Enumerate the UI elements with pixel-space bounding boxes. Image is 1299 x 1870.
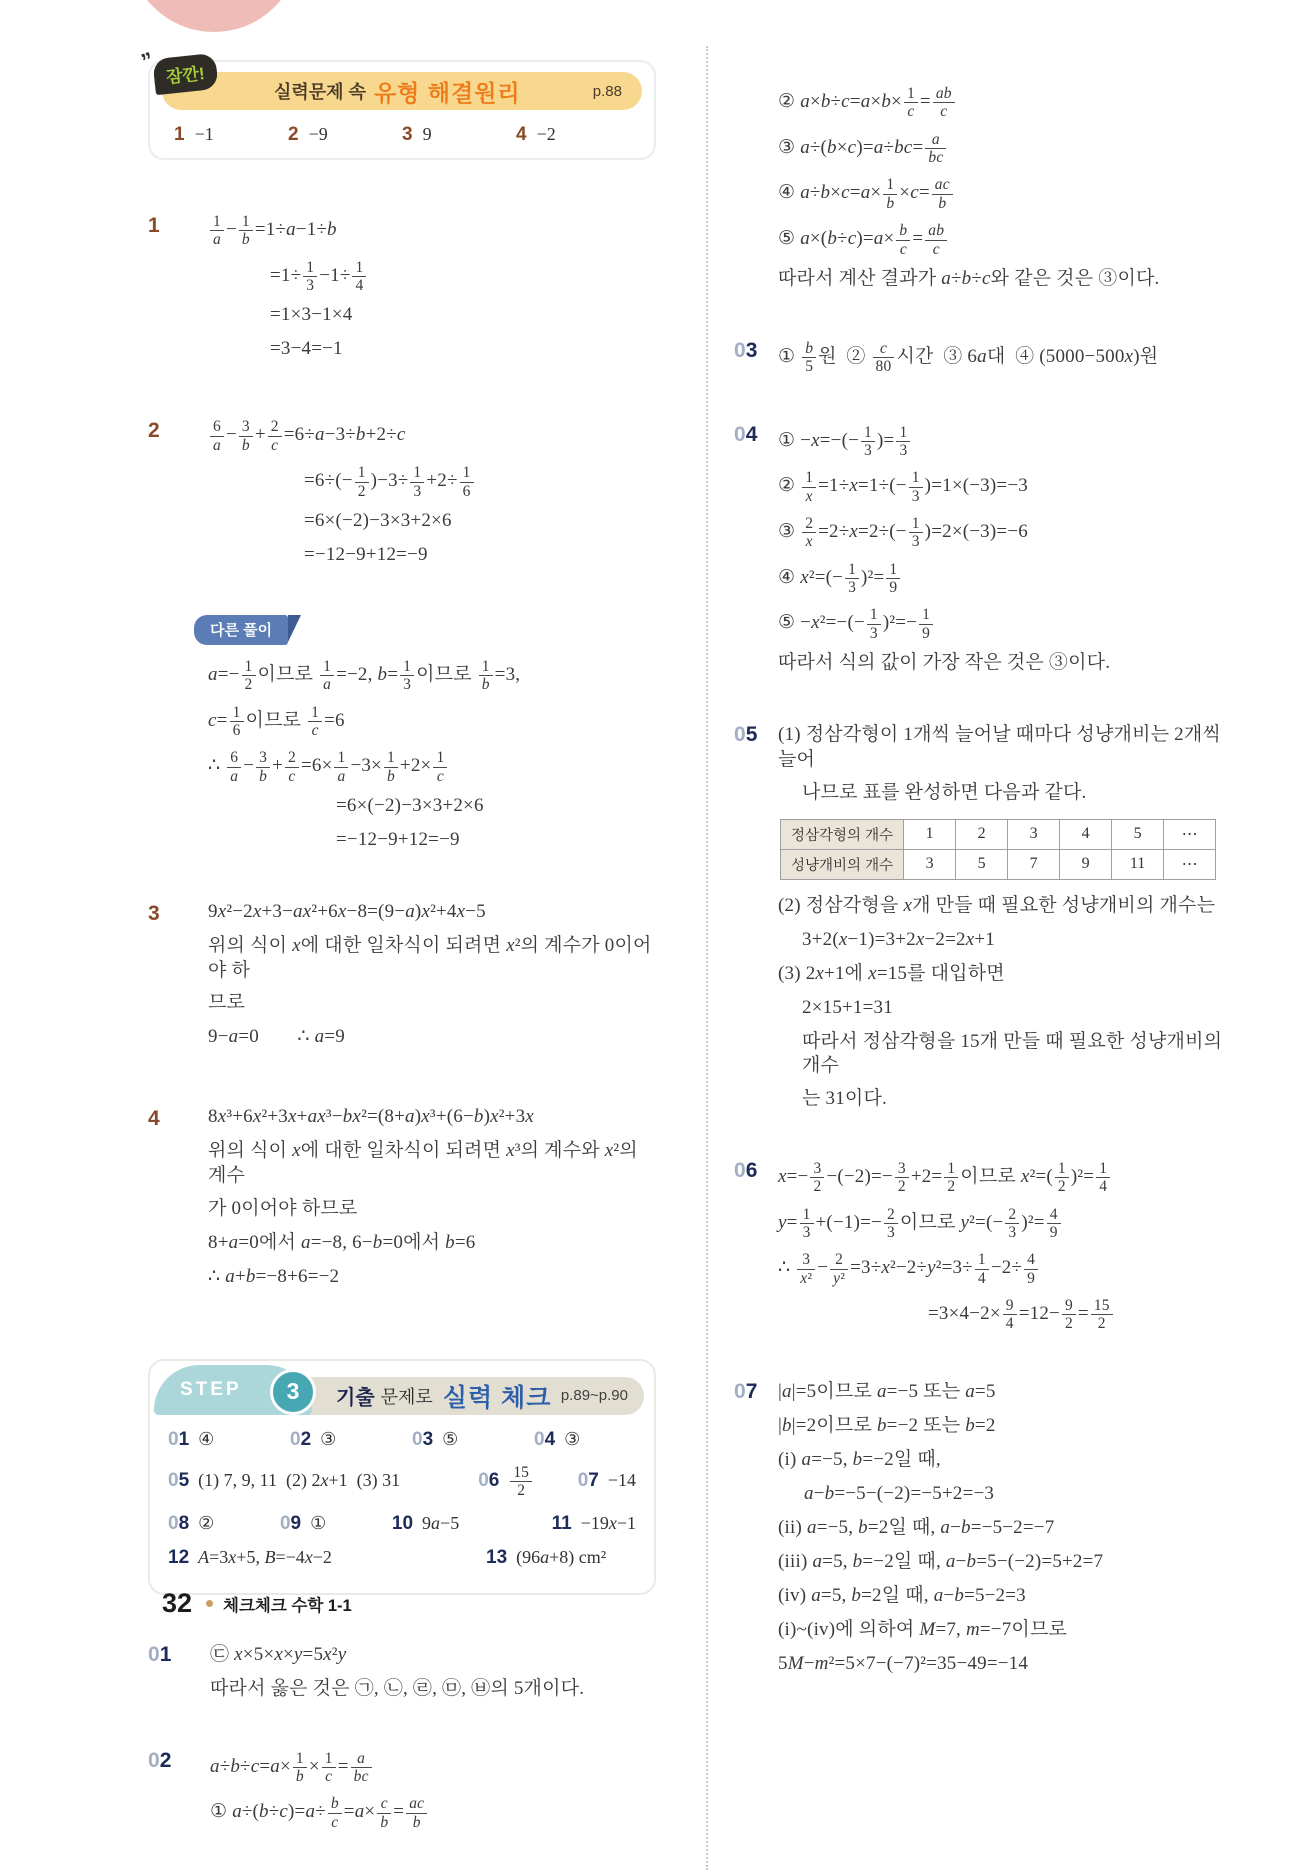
- answer-item: [174, 124, 288, 146]
- quick-check-card: [138, 46, 656, 160]
- math-line: ④ a÷b×c=a× $\frac{1}{b}$ ×c= $\frac{ac}{b}$: [778, 175, 1233, 213]
- quick-check-header-bar: [138, 46, 642, 110]
- solution-block-04: [734, 415, 1233, 686]
- answer-value: −2: [536, 124, 556, 144]
- answer-value: 9a−5: [422, 1512, 460, 1533]
- table-cell: 9: [1060, 849, 1112, 879]
- problem-number: 04: [534, 1428, 556, 1450]
- problem-number: 05: [168, 1469, 190, 1491]
- step3-answers: [164, 1429, 640, 1569]
- fraction: $\frac{1}{3}$: [303, 259, 317, 295]
- math-line: 따라서 정삼각형을 15개 만들 때 필요한 성냥개비의 개수: [802, 1030, 1223, 1077]
- problem-number: 07: [734, 1379, 758, 1403]
- table-cell: 3: [904, 849, 956, 879]
- math-line: a−b=−5−(−2)=−5+2=−3: [804, 1482, 995, 1504]
- math-line: 는 31이다.: [802, 1087, 887, 1109]
- math-line: a÷b÷c=a× $\frac{1}{b}$ × $\frac{1}{c}$ = $\frac{a}{bc}$: [210, 1749, 656, 1787]
- math-line: 가 0이어야 하므로: [208, 1197, 358, 1219]
- answer-item: [168, 1513, 280, 1535]
- problem-solution-block: [148, 409, 656, 576]
- answer-value: −9: [308, 124, 328, 144]
- answer-item: [168, 1547, 486, 1569]
- fraction: $\frac{1}{b}$: [293, 1750, 307, 1786]
- fraction: $\frac{1}{x}$: [802, 469, 816, 505]
- table-cell: 3: [1008, 819, 1060, 849]
- answer-number: 4: [516, 124, 527, 145]
- problem-number: 1: [148, 214, 160, 237]
- answer-row: [168, 1547, 636, 1569]
- quick-check-title-main: 유형 해결원리: [373, 79, 521, 106]
- problem-solution-block: [148, 1097, 656, 1298]
- answer-item: [288, 124, 402, 146]
- page-footer: [162, 1588, 352, 1619]
- problem-solution-block: [148, 892, 656, 1059]
- problem-number: 11: [551, 1512, 572, 1534]
- page-number: 32: [162, 1588, 193, 1618]
- fraction: $\frac{1}{c}$: [904, 85, 918, 121]
- fraction: $\frac{b}{5}$: [802, 340, 816, 376]
- answer-item: [392, 1513, 552, 1535]
- fraction: $\frac{3}{2}$: [810, 1160, 824, 1196]
- step3-card: [148, 1359, 656, 1595]
- fraction: $\frac{1}{2}$: [1055, 1160, 1069, 1196]
- math-line: ③ $\frac{2}{x}$ =2÷x=2÷(− $\frac{1}{3}$ )=2×(−3)=−6: [778, 515, 1028, 551]
- fraction: $\frac{1}{b}$: [883, 176, 897, 212]
- fraction: $\frac{1}{c}$: [308, 704, 322, 740]
- quick-check-answers: [162, 124, 642, 146]
- step-number-badge: 3: [270, 1369, 316, 1415]
- fraction: $\frac{15}{2}$: [1091, 1297, 1113, 1333]
- book-title: 체크체크 수학 1-1: [223, 1596, 352, 1615]
- quote-marks-decoration: ”: [138, 46, 157, 75]
- right-solutions-area: [734, 76, 1233, 1686]
- answer-item: [578, 1470, 636, 1492]
- answer-row: [168, 1463, 636, 1501]
- answer-value: A=3x+5, B=−4x−2: [198, 1546, 332, 1567]
- problem-number: 3: [148, 902, 160, 926]
- math-line: ⑤ a×(b÷c)=a× $\frac{b}{c}$ = $\frac{ab}{c}$: [778, 221, 1233, 259]
- problem-number: 01: [148, 1642, 172, 1666]
- math-line: ① a÷(b÷c)=a÷ $\frac{b}{c}$ =a× $\frac{c}{b}$ = $\frac{ac}{b}$: [210, 1794, 656, 1832]
- fraction: $\frac{1}{a}$: [320, 658, 334, 694]
- problem-number: 06: [478, 1469, 500, 1491]
- fraction: $\frac{6}{a}$: [227, 749, 241, 785]
- math-line: 므로: [208, 992, 246, 1014]
- fraction: $\frac{1}{3}$: [867, 606, 881, 642]
- fraction: $\frac{1}{c}$: [433, 749, 447, 785]
- math-line: c= $\frac{1}{6}$ 이므로 $\frac{1}{c}$ =6: [208, 703, 345, 739]
- fraction: $\frac{3}{2}$: [895, 1160, 909, 1196]
- math-line: =−12−9+12=−9: [336, 829, 460, 851]
- fraction: $\frac{a}{bc}$: [925, 131, 946, 167]
- math-line: ㉢ x×5×x×y=5x²y: [210, 1643, 347, 1665]
- fraction: $\frac{1}{3}$: [896, 424, 910, 460]
- fraction: $\frac{ab}{c}$: [933, 85, 955, 121]
- fraction: $\frac{1}{2}$: [944, 1160, 958, 1196]
- answer-value: −19x−1: [580, 1512, 636, 1533]
- fraction: $\frac{1}{3}$: [400, 658, 414, 694]
- problem-number: 2: [148, 419, 160, 443]
- math-line: 따라서 옳은 것은 ㉠, ㉡, ㉣, ㉤, ㉥의 5개이다.: [210, 1677, 585, 1699]
- solution-block-01: [148, 1635, 656, 1711]
- answer-number: 2: [288, 124, 299, 145]
- answer-value: −14: [607, 1469, 636, 1490]
- jjamkkan-badge: 잠깐!: [152, 53, 218, 95]
- fraction: $\frac{2}{3}$: [1005, 1206, 1019, 1242]
- math-line: 5M−m²=5×7−(−7)²=35−49=−14: [778, 1652, 1029, 1674]
- fraction: $\frac{3}{b}$: [239, 418, 253, 454]
- math-line: =3×4−2× $\frac{9}{4}$ =12− $\frac{9}{2}$ = $\frac{15}{2}$: [928, 1296, 1233, 1334]
- fraction: $\frac{1}{2}$: [242, 658, 256, 694]
- problem-number: 02: [290, 1428, 312, 1450]
- math-line: (iii) a=5, b=−2일 때, a−b=5−(−2)=5+2=7: [778, 1550, 1104, 1572]
- fraction: $\frac{9}{2}$: [1062, 1297, 1076, 1333]
- math-line: =6×(−2)−3×3+2×6: [336, 795, 484, 817]
- problem-number: 08: [168, 1512, 190, 1534]
- solution-block-06: [734, 1151, 1233, 1342]
- problem-number: 07: [577, 1469, 599, 1491]
- fraction: $\frac{a}{bc}$: [351, 1750, 372, 1786]
- fraction: $\frac{1}{3}$: [410, 464, 424, 500]
- answer-item: [168, 1470, 478, 1492]
- problem-number: 12: [168, 1546, 190, 1568]
- math-line: 위의 식이 x에 대한 일차식이 되려면 x²의 계수가 0이어야 하: [208, 935, 652, 981]
- answer-value: ⑤: [442, 1428, 459, 1449]
- math-line: $\frac{1}{a}$ − $\frac{1}{b}$ =1÷a−1÷b: [208, 212, 656, 250]
- table-cell: ⋯: [1164, 819, 1216, 849]
- fraction: $\frac{2}{c}$: [285, 749, 299, 785]
- step3-title-bold: 기출: [336, 1387, 375, 1410]
- math-line: ④ x²=(− $\frac{1}{3}$ )²= $\frac{1}{9}$: [778, 560, 1233, 598]
- math-line: 따라서 계산 결과가 a÷b÷c와 같은 것은 ③이다.: [778, 267, 1160, 289]
- math-line: ∴ $\frac{3}{\text{x²}}$ − $\frac{2}{\text{y²}}$ =3÷x²−2÷y²=3÷ $\frac{1}{4}$ −2÷ $\frac{4}{9}$: [778, 1250, 1233, 1288]
- alt-solution-badge: 다른 풀이: [194, 615, 288, 645]
- step3-page-ref: p.89~p.90: [560, 1387, 628, 1405]
- math-line: (iv) a=5, b=2일 때, a−b=5−2=3: [778, 1584, 1026, 1606]
- problem-number: 03: [734, 338, 758, 362]
- math-line: ② $\frac{1}{x}$ =1÷x=1÷(− $\frac{1}{3}$ )=1×(−3)=−3: [778, 469, 1028, 505]
- answer-value: (1) 7, 9, 11 (2) 2x+1 (3) 31: [198, 1469, 401, 1490]
- math-line: (3) 2x+1에 x=15를 대입하면: [778, 962, 1005, 984]
- fraction: $\frac{1}{2}$: [355, 464, 369, 500]
- answer-number: 1: [174, 124, 185, 145]
- answer-value: (96a+8) cm²: [516, 1546, 607, 1567]
- fraction: $\frac{1}{3}$: [800, 1206, 814, 1242]
- fraction: $\frac{3}{b}$: [256, 749, 270, 785]
- answer-value: ③: [320, 1428, 337, 1449]
- answer-item: [402, 124, 516, 146]
- answer-value: ①: [310, 1512, 327, 1533]
- fraction: $\frac{c}{b}$: [377, 1795, 391, 1831]
- right-column: [706, 46, 1233, 1870]
- quick-check-title-prefix: 실력문제 속: [274, 82, 366, 102]
- math-line: y= $\frac{1}{3}$ +(−1)=− $\frac{2}{3}$ 이므로 y²=(− $\frac{2}{3}$ )²= $\frac{4}{9}$: [778, 1205, 1233, 1243]
- math-line: ∴ $\frac{6}{a}$ − $\frac{3}{b}$ + $\frac{2}{c}$ =6× $\frac{1}{a}$ −3× $\frac{1}{b}$ +2× $\frac{1}{c}$: [208, 748, 656, 786]
- step3-title-mid: 문제로: [380, 1386, 433, 1407]
- fraction: $\frac{1}{a}$: [210, 213, 224, 249]
- fraction: $\frac{4}{9}$: [1024, 1251, 1038, 1287]
- problem-number: 01: [168, 1428, 190, 1450]
- step3-header: [162, 1361, 642, 1417]
- table-cell: 5: [1112, 819, 1164, 849]
- math-line: (2) 정삼각형을 x개 만들 때 필요한 성냥개비의 개수는: [778, 894, 1216, 916]
- step3-title-main: 실력 체크: [442, 1383, 552, 1412]
- table-row: [781, 819, 1216, 849]
- matchstick-table: [780, 819, 1216, 880]
- fraction: $\frac{1}{9}$: [886, 561, 900, 597]
- answer-item: [478, 1463, 578, 1501]
- left-problems-area: [148, 204, 656, 1299]
- problem-number: 05: [734, 723, 758, 747]
- table-cell: 11: [1112, 849, 1164, 879]
- fraction: $\frac{2}{x}$: [802, 515, 816, 551]
- math-line: 나므로 표를 완성하면 다음과 같다.: [802, 781, 1087, 803]
- fraction: $\frac{1}{b}$: [384, 749, 398, 785]
- fraction: $\frac{1}{4}$: [352, 259, 366, 295]
- fraction: $\frac{1}{4}$: [1096, 1160, 1110, 1196]
- fraction: $\frac{1}{b}$: [479, 658, 493, 694]
- math-line: (1) 정삼각형이 1개씩 늘어날 때마다 성냥개비는 2개씩 늘어: [778, 724, 1221, 770]
- math-line: 9x²−2x+3−ax²+6x−8=(9−a)x²+4x−5: [208, 901, 486, 923]
- table-row-header: 정삼각형의 개수: [781, 819, 904, 849]
- math-line: $\frac{6}{a}$ − $\frac{3}{b}$ + $\frac{2}{c}$ =6÷a−3÷b+2÷c: [208, 417, 656, 455]
- answer-item: [412, 1429, 534, 1451]
- math-line: ① −x=−(− $\frac{1}{3}$ )= $\frac{1}{3}$: [778, 423, 1233, 461]
- fraction: $\frac{1}{3}$: [909, 515, 923, 551]
- answer-item: [552, 1513, 636, 1535]
- fraction: $\frac{ac}{b}$: [406, 1795, 427, 1831]
- solution-block-02: [148, 1741, 656, 1840]
- solution-block-03: [734, 331, 1233, 385]
- footer-dot-icon: [206, 1600, 213, 1607]
- fraction: $\frac{1}{3}$: [861, 424, 875, 460]
- fraction: $\frac{1}{4}$: [975, 1251, 989, 1287]
- answer-value: 9: [422, 124, 432, 144]
- problem-number: 13: [486, 1546, 508, 1568]
- fraction: $\frac{ac}{b}$: [932, 176, 953, 212]
- answer-item: [486, 1547, 606, 1569]
- problem-number: 04: [734, 422, 758, 446]
- fraction: $\frac{1}{b}$: [239, 213, 253, 249]
- math-line: 따라서 식의 값이 가장 작은 것은 ③이다.: [778, 652, 1111, 674]
- fraction: $\frac{b}{c}$: [896, 222, 910, 258]
- fraction: $\frac{1}{9}$: [919, 606, 933, 642]
- answer-value: ③: [564, 1428, 581, 1449]
- math-line: =6÷(− $\frac{1}{2}$ )−3÷ $\frac{1}{3}$ +2÷ $\frac{1}{6}$: [304, 463, 656, 501]
- math-line: (i) a=−5, b=−2일 때,: [778, 1448, 941, 1470]
- fraction: $\frac{2}{3}$: [884, 1206, 898, 1242]
- answer-row: [168, 1429, 636, 1451]
- math-line: 9−a=0 ∴ a=9: [208, 1026, 345, 1048]
- fraction: $\frac{1}{3}$: [909, 469, 923, 505]
- problem-number: 03: [412, 1428, 434, 1450]
- problem-number: 4: [148, 1107, 160, 1131]
- answer-value: [508, 1463, 534, 1501]
- math-line: =3−4=−1: [270, 338, 343, 360]
- fraction: $\frac{9}{4}$: [1003, 1297, 1017, 1333]
- answer-item: [534, 1429, 580, 1451]
- math-line: =1÷ $\frac{1}{3}$ −1÷ $\frac{1}{4}$: [270, 258, 656, 296]
- math-line: ∴ a+b=−8+6=−2: [208, 1265, 340, 1287]
- fraction: $\frac{3}{\text{x²}}$: [797, 1251, 815, 1287]
- answer-item: [280, 1513, 392, 1535]
- fraction: $\frac{1}{6}$: [230, 704, 244, 740]
- answer-value: −1: [194, 124, 214, 144]
- math-line: a=− $\frac{1}{2}$ 이므로 $\frac{1}{a}$ =−2, b= $\frac{1}{3}$ 이므로 $\frac{1}{b}$ =3,: [208, 657, 521, 694]
- table-cell: 1: [904, 819, 956, 849]
- table-cell: ⋯: [1164, 849, 1216, 879]
- fraction: $\frac{b}{c}$: [328, 1795, 342, 1831]
- problem-number: [734, 76, 778, 301]
- math-line: |a|=5이므로 a=−5 또는 a=5: [778, 1380, 996, 1402]
- fraction: $\frac{1}{6}$: [460, 464, 474, 500]
- step-label: STEP: [180, 1378, 242, 1400]
- problem-number: 10: [391, 1512, 414, 1534]
- answer-item: [168, 1429, 290, 1451]
- problem-solution-block: [148, 204, 656, 371]
- fraction: $\frac{1}{3}$: [845, 561, 859, 597]
- math-line: =6×(−2)−3×3+2×6: [304, 509, 452, 531]
- math-line: 8+a=0에서 a=−8, 6−b=0에서 b=6: [208, 1231, 476, 1253]
- problem-number: 06: [734, 1158, 758, 1182]
- solution-block-05: [734, 715, 1233, 1121]
- answer-item: [290, 1429, 412, 1451]
- answer-number: 3: [402, 124, 413, 145]
- table-cell: 4: [1060, 819, 1112, 849]
- quick-check-page-ref: p.88: [592, 82, 622, 100]
- answer-value: ④: [198, 1428, 215, 1449]
- table-cell: 7: [1008, 849, 1060, 879]
- answer-value: ②: [198, 1512, 215, 1533]
- solution-block-07: [734, 1372, 1233, 1686]
- math-line: 3+2(x−1)=3+2x−2=2x+1: [802, 928, 995, 950]
- alternative-solution-block: [208, 615, 656, 854]
- math-line: =1×3−1×4: [270, 304, 353, 326]
- fraction: $\frac{4}{9}$: [1047, 1206, 1061, 1242]
- fraction: $\frac{2}{\text{y²}}$: [830, 1251, 848, 1287]
- fraction: $\frac{c}{80}$: [873, 340, 895, 376]
- math-line: 2×15+1=31: [802, 996, 893, 1018]
- math-line: =−12−9+12=−9: [304, 543, 428, 565]
- math-line: ⑤ −x²=−(− $\frac{1}{3}$ )²=− $\frac{1}{9}$: [778, 605, 1233, 643]
- answer-item: [516, 124, 630, 146]
- table-cell: 2: [956, 819, 1008, 849]
- fraction: $\frac{15}{2}$: [510, 1464, 532, 1500]
- problem-number: 09: [279, 1512, 302, 1534]
- math-line: |b|=2이므로 b=−2 또는 b=2: [778, 1414, 996, 1436]
- math-line: (ii) a=−5, b=2일 때, a−b=−5−2=−7: [778, 1516, 1055, 1538]
- answer-row: [168, 1513, 636, 1535]
- math-line: 위의 식이 x에 대한 일차식이 되려면 x³의 계수와 x²의 계수: [208, 1140, 638, 1187]
- table-row: [781, 849, 1216, 879]
- problem-number: 02: [148, 1748, 172, 1772]
- solution-block: [734, 76, 1233, 301]
- math-line: (i)~(iv)에 의하여 M=7, m=−7이므로: [778, 1618, 1068, 1640]
- math-line: ③ a÷(b×c)=a÷bc= $\frac{a}{bc}$: [778, 130, 1233, 168]
- math-line: 8x³+6x²+3x+ax³−bx²=(8+a)x³+(6−b)x²+3x: [208, 1106, 534, 1128]
- fraction: $\frac{ab}{c}$: [925, 222, 947, 258]
- fraction: $\frac{1}{c}$: [322, 1750, 336, 1786]
- fraction: $\frac{2}{c}$: [268, 418, 282, 454]
- math-line: ① $\frac{b}{5}$ 원 ② $\frac{c}{80}$ 시간 ③ 6a대 ④ (5000−500x)원: [778, 339, 1159, 376]
- fraction: $\frac{1}{a}$: [334, 749, 348, 785]
- table-row-header: 성냥개비의 개수: [781, 849, 904, 879]
- math-line: ② a×b÷c=a×b× $\frac{1}{c}$ = $\frac{ab}{c}$: [778, 84, 1233, 122]
- math-line: x=− $\frac{3}{2}$ −(−2)=− $\frac{3}{2}$ +2= $\frac{1}{2}$ 이므로 x²=( $\frac{1}{2}$ )²= $\frac{1}{4}$: [778, 1159, 1233, 1197]
- left-solutions-area: [148, 1635, 656, 1840]
- fraction: $\frac{6}{a}$: [210, 418, 224, 454]
- table-cell: 5: [956, 849, 1008, 879]
